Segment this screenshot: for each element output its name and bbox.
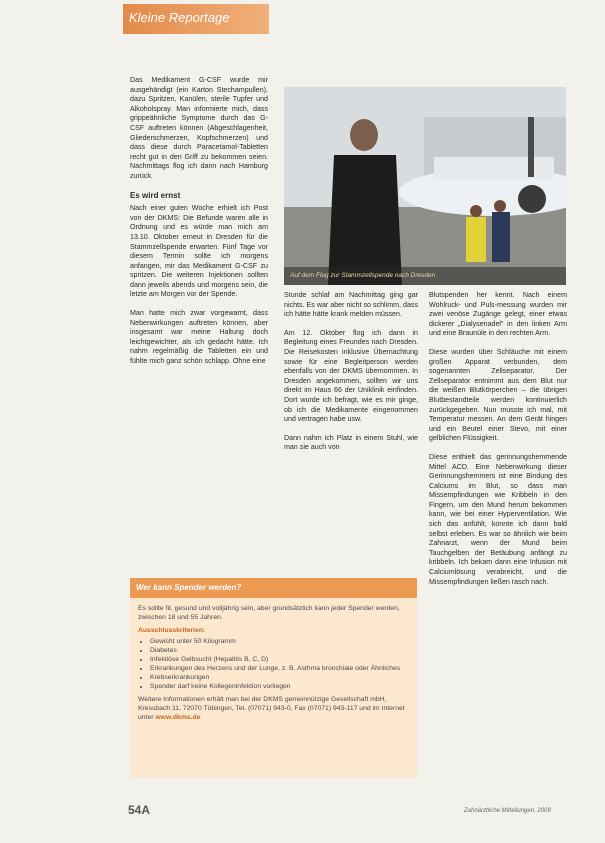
info-box-body <box>130 598 417 728</box>
airport-photo-illustration <box>284 87 566 285</box>
criteria-list <box>138 637 409 691</box>
criteria-item: • Spender darf keine Kollegeninfektion vorliegen <box>150 682 409 691</box>
contact-text: Weitere Informationen erhält man bei der DKMS gemeinnützige Gesellschaft mbH, Kressbach 11, 72070 Tübingen, Tel. (07071) 943-0, Fax (07071) 943-117 und im Internet unter <box>138 696 405 721</box>
criteria-item: • Diabetes <box>150 646 409 655</box>
article-column-3 <box>429 291 567 596</box>
article-column-1 <box>130 76 268 376</box>
info-box-title: Wer kann Spender werden? <box>130 578 417 598</box>
article-photo <box>284 87 566 285</box>
paragraph: Nach einer guten Woche erhielt ich Post von der DKMS: Die Befunde waren alle in Ordnung und es würde man mich am 13.10. Oktober erneut in Dresden für die Stammzellspende erwarten. Fünf Tage vor diesem Termin sollte ich morgens anfangen, mir das Medikament G-CSF zu spritzen. Die weiteren Injektionen sollten dann jeweils abends und morgens sein, die letzte am Morgen vor der Spende. <box>130 204 268 299</box>
paragraph: Stunde schlaf am Nachmittag ging gar nichts. Es war aber nicht so schlimm, dass ich hätte hätte krank melden müssen. <box>284 291 418 319</box>
criteria-item: • Gewicht unter 50 Kilogramm <box>150 637 409 646</box>
page-number: 54A <box>128 803 151 817</box>
info-intro: Es sollte fit, gesund und volljährig sein, aber grundsätzlich kann jeder Spender werden, zwischen 18 und 55 Jahren. <box>138 605 400 621</box>
contact-info <box>138 695 409 722</box>
paragraph: Dann nahm ich Platz in einem Stuhl, wie man sie auch von <box>284 433 418 452</box>
criteria-item: • Krebserkrankungen <box>150 673 409 682</box>
paragraph: Man hatte mich zwar vorgewarnt, dass Nebenwirkungen auftreten können, aber insgesamt war meine Haltung doch leichtgewichter, als ich gedacht hätte. Ich nahm regelmäßig die Tabletten ein und fühlte mich ganz schön schlapp. Ohne eine <box>130 309 268 366</box>
paragraph: Diese wurden über Schläuche mit einem großen Apparat verbunden, dem sogenannten Zellseparator. Der Zellseparator entnimmt aus dem Blut nur die weißen Blutkörperchen – die übrigen Blutbestandteile werden kontinuierlich zurückgegeben. Nun musste ich mal, mit Temperatur messen. An dem Gerät hingen und ein Beutel einer Stevo, mit einer gelblichen Flüssigkeit. <box>429 347 567 443</box>
criteria-item: • Erkrankungen des Herzens und der Lunge, z. B. Asthma bronchiale oder Ähnliches <box>150 664 409 673</box>
photo-caption: Auf dem Flug zur Stammzellspende nach Dresden <box>284 267 566 285</box>
website-link[interactable]: www.dkms.de <box>155 714 201 721</box>
article-column-2 <box>284 291 418 462</box>
publication-source: Zahnärztliche Mitteilungen, 2009 <box>464 808 551 814</box>
paragraph: Am 12. Oktober flog ich dann in Begleitung eines Freundes nach Dresden. Die Reisekosten inklusive Übernachtung sowie für eine Begleitperson werden ebenfalls von der DKMS übernommen. In Dresden angekommen, sollten wir uns direkt im Haus 66 der Uniklinik einfinden. Dort wurde ich befragt, wie es mir ginge, ob ich die Medikamente eingenommen und vertragen habe usw. <box>284 328 418 424</box>
paragraph: Das Medikament G-CSF wurde mir ausgehändigt (ein Karton Stechampullen), dazu Spritzen, Kanülen, sterile Tupfer und Alkoholspray. Man informierte mich, dass grippeähnliche Symptome durch das G-CSF auftreten können (Abgeschlagenheit, Gliederschmerzen, Kopfschmerzen) und dass diese durch Paracetamol-Tabletten recht gut in den Griff zu bekommen seien. Nachmittags flog ich dann nach Hamburg zurück. <box>130 76 268 180</box>
paragraph: Blutspenden her kennt. Nach einem Wohlruck- und Puls-messung wurden mir zwei venöse Zugänge gelegt, einer etwas dickerer „Dialysenadel“ in den linken Arm und eine Braunüle in den rechten Arm. <box>429 291 567 338</box>
section-title: Kleine Reportage <box>129 10 230 25</box>
section-banner <box>123 4 269 34</box>
criteria-item: • Infektiöse Gelbsucht (Hepatitis B, C, D) <box>150 655 409 664</box>
paragraph: Diese enthielt das gerinnungshemmende Mittel ACD. Eine Nebenwirkung dieser Gerinnungshemmers ist eine Bindung des Calciums im Blut, so dass man Missempfindungen wie Kribbeln in den Fingern, um den Mund herum bekommen kann, wie bei einer Hyperventilation. Wie sich das anfühlt, konnte ich dann bald selbst erleben. Es war so ähnlich wie beim Zahnarzt, wenn der Mund beim Tauchgelben der Betäubung anfängt zu kribbeln. Ich bekam dann eine Infusion mit Calciumlösung verabreicht, und die Missempfindungen ließen rasch nach. <box>429 452 567 586</box>
criteria-title: Ausschlusskriterien: <box>138 627 206 634</box>
info-box <box>130 578 417 778</box>
subheading: Es wird ernst <box>130 190 181 200</box>
